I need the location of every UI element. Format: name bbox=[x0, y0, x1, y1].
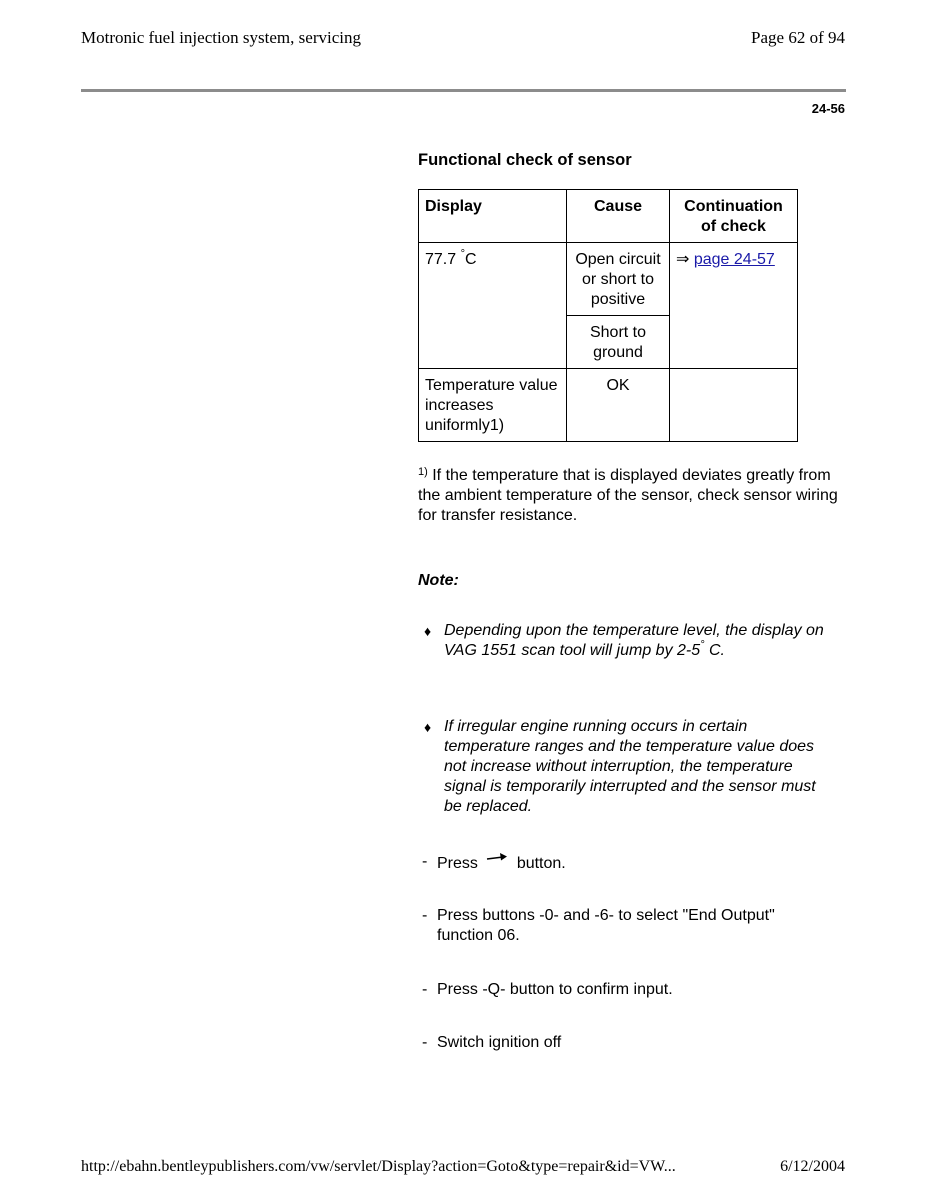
step-item bbox=[422, 980, 832, 1000]
step-text: Press buttons -0- and -6- to select "End Output" function 06. bbox=[437, 907, 775, 944]
step-text: Press -Q- button to confirm input. bbox=[437, 981, 673, 998]
note-title: Note: bbox=[418, 572, 459, 589]
page-link[interactable]: page 24-57 bbox=[693, 251, 775, 268]
bullet-text: If irregular engine running occurs in certain temperature ranges and the temperature value does not increase without interruption, the temperature signal is temporarily interrupted and the sensor must be replaced. bbox=[444, 718, 816, 815]
step-item bbox=[422, 852, 832, 874]
cause-ok: OK bbox=[567, 369, 670, 442]
step-dash: - bbox=[422, 981, 428, 998]
bullet-unit: C. bbox=[709, 642, 725, 659]
functional-check-table bbox=[418, 189, 798, 442]
header-divider bbox=[81, 89, 846, 92]
continuation-cell bbox=[670, 243, 798, 369]
table-row bbox=[419, 369, 798, 442]
repair-page-code: 24-56 bbox=[811, 101, 845, 116]
diamond-bullet-icon: ♦ bbox=[424, 719, 432, 735]
header-cause: Cause bbox=[567, 190, 670, 243]
display-cell: Temperature value increases uniformly1) bbox=[419, 369, 567, 442]
diamond-bullet-icon: ♦ bbox=[424, 623, 432, 639]
right-arrow-icon bbox=[486, 852, 508, 866]
cause-short-to-ground: Short to ground bbox=[567, 316, 670, 369]
source-url: http://ebahn.bentleypublishers.com/vw/servlet/Display?action=Goto&type=repair&id=VW... bbox=[81, 1158, 676, 1175]
header-display: Display bbox=[419, 190, 567, 243]
display-value: 77.7 bbox=[425, 251, 457, 268]
footnote-text: If the temperature that is displayed deviates greatly from the ambient temperature of the sensor, check sensor wiring for transfer resistance. bbox=[418, 467, 838, 524]
document-title: Motronic fuel injection system, servicing bbox=[81, 28, 361, 47]
note-bullet bbox=[424, 717, 824, 817]
display-unit: C bbox=[465, 251, 477, 268]
page-number: Page 62 of 94 bbox=[751, 28, 845, 47]
degree-symbol: ° bbox=[460, 248, 465, 260]
arrow-icon: ⇒ bbox=[676, 251, 690, 268]
step-item bbox=[422, 906, 832, 946]
step-dash: - bbox=[422, 853, 428, 870]
step-dash: - bbox=[422, 1034, 428, 1051]
degree-symbol: ° bbox=[700, 639, 705, 651]
footnote-marker: 1) bbox=[418, 466, 428, 478]
print-date: 6/12/2004 bbox=[780, 1158, 845, 1175]
footnote bbox=[418, 466, 838, 526]
step-text: button. bbox=[516, 855, 566, 872]
step-dash: - bbox=[422, 907, 428, 924]
step-text: Press bbox=[437, 855, 478, 872]
section-title: Functional check of sensor bbox=[418, 151, 632, 169]
step-text: Switch ignition off bbox=[437, 1034, 562, 1051]
table-row bbox=[419, 243, 798, 316]
table-header-row bbox=[419, 190, 798, 243]
note-bullet bbox=[424, 621, 824, 661]
bullet-text: Depending upon the temperature level, the display on VAG 1551 scan tool will jump by 2-5 bbox=[444, 622, 824, 659]
header-continuation: Continuation of check bbox=[670, 190, 798, 243]
cause-open-circuit: Open circuit or short to positive bbox=[567, 243, 670, 316]
continuation-empty bbox=[670, 369, 798, 442]
step-item bbox=[422, 1033, 832, 1053]
display-cell bbox=[419, 243, 567, 369]
